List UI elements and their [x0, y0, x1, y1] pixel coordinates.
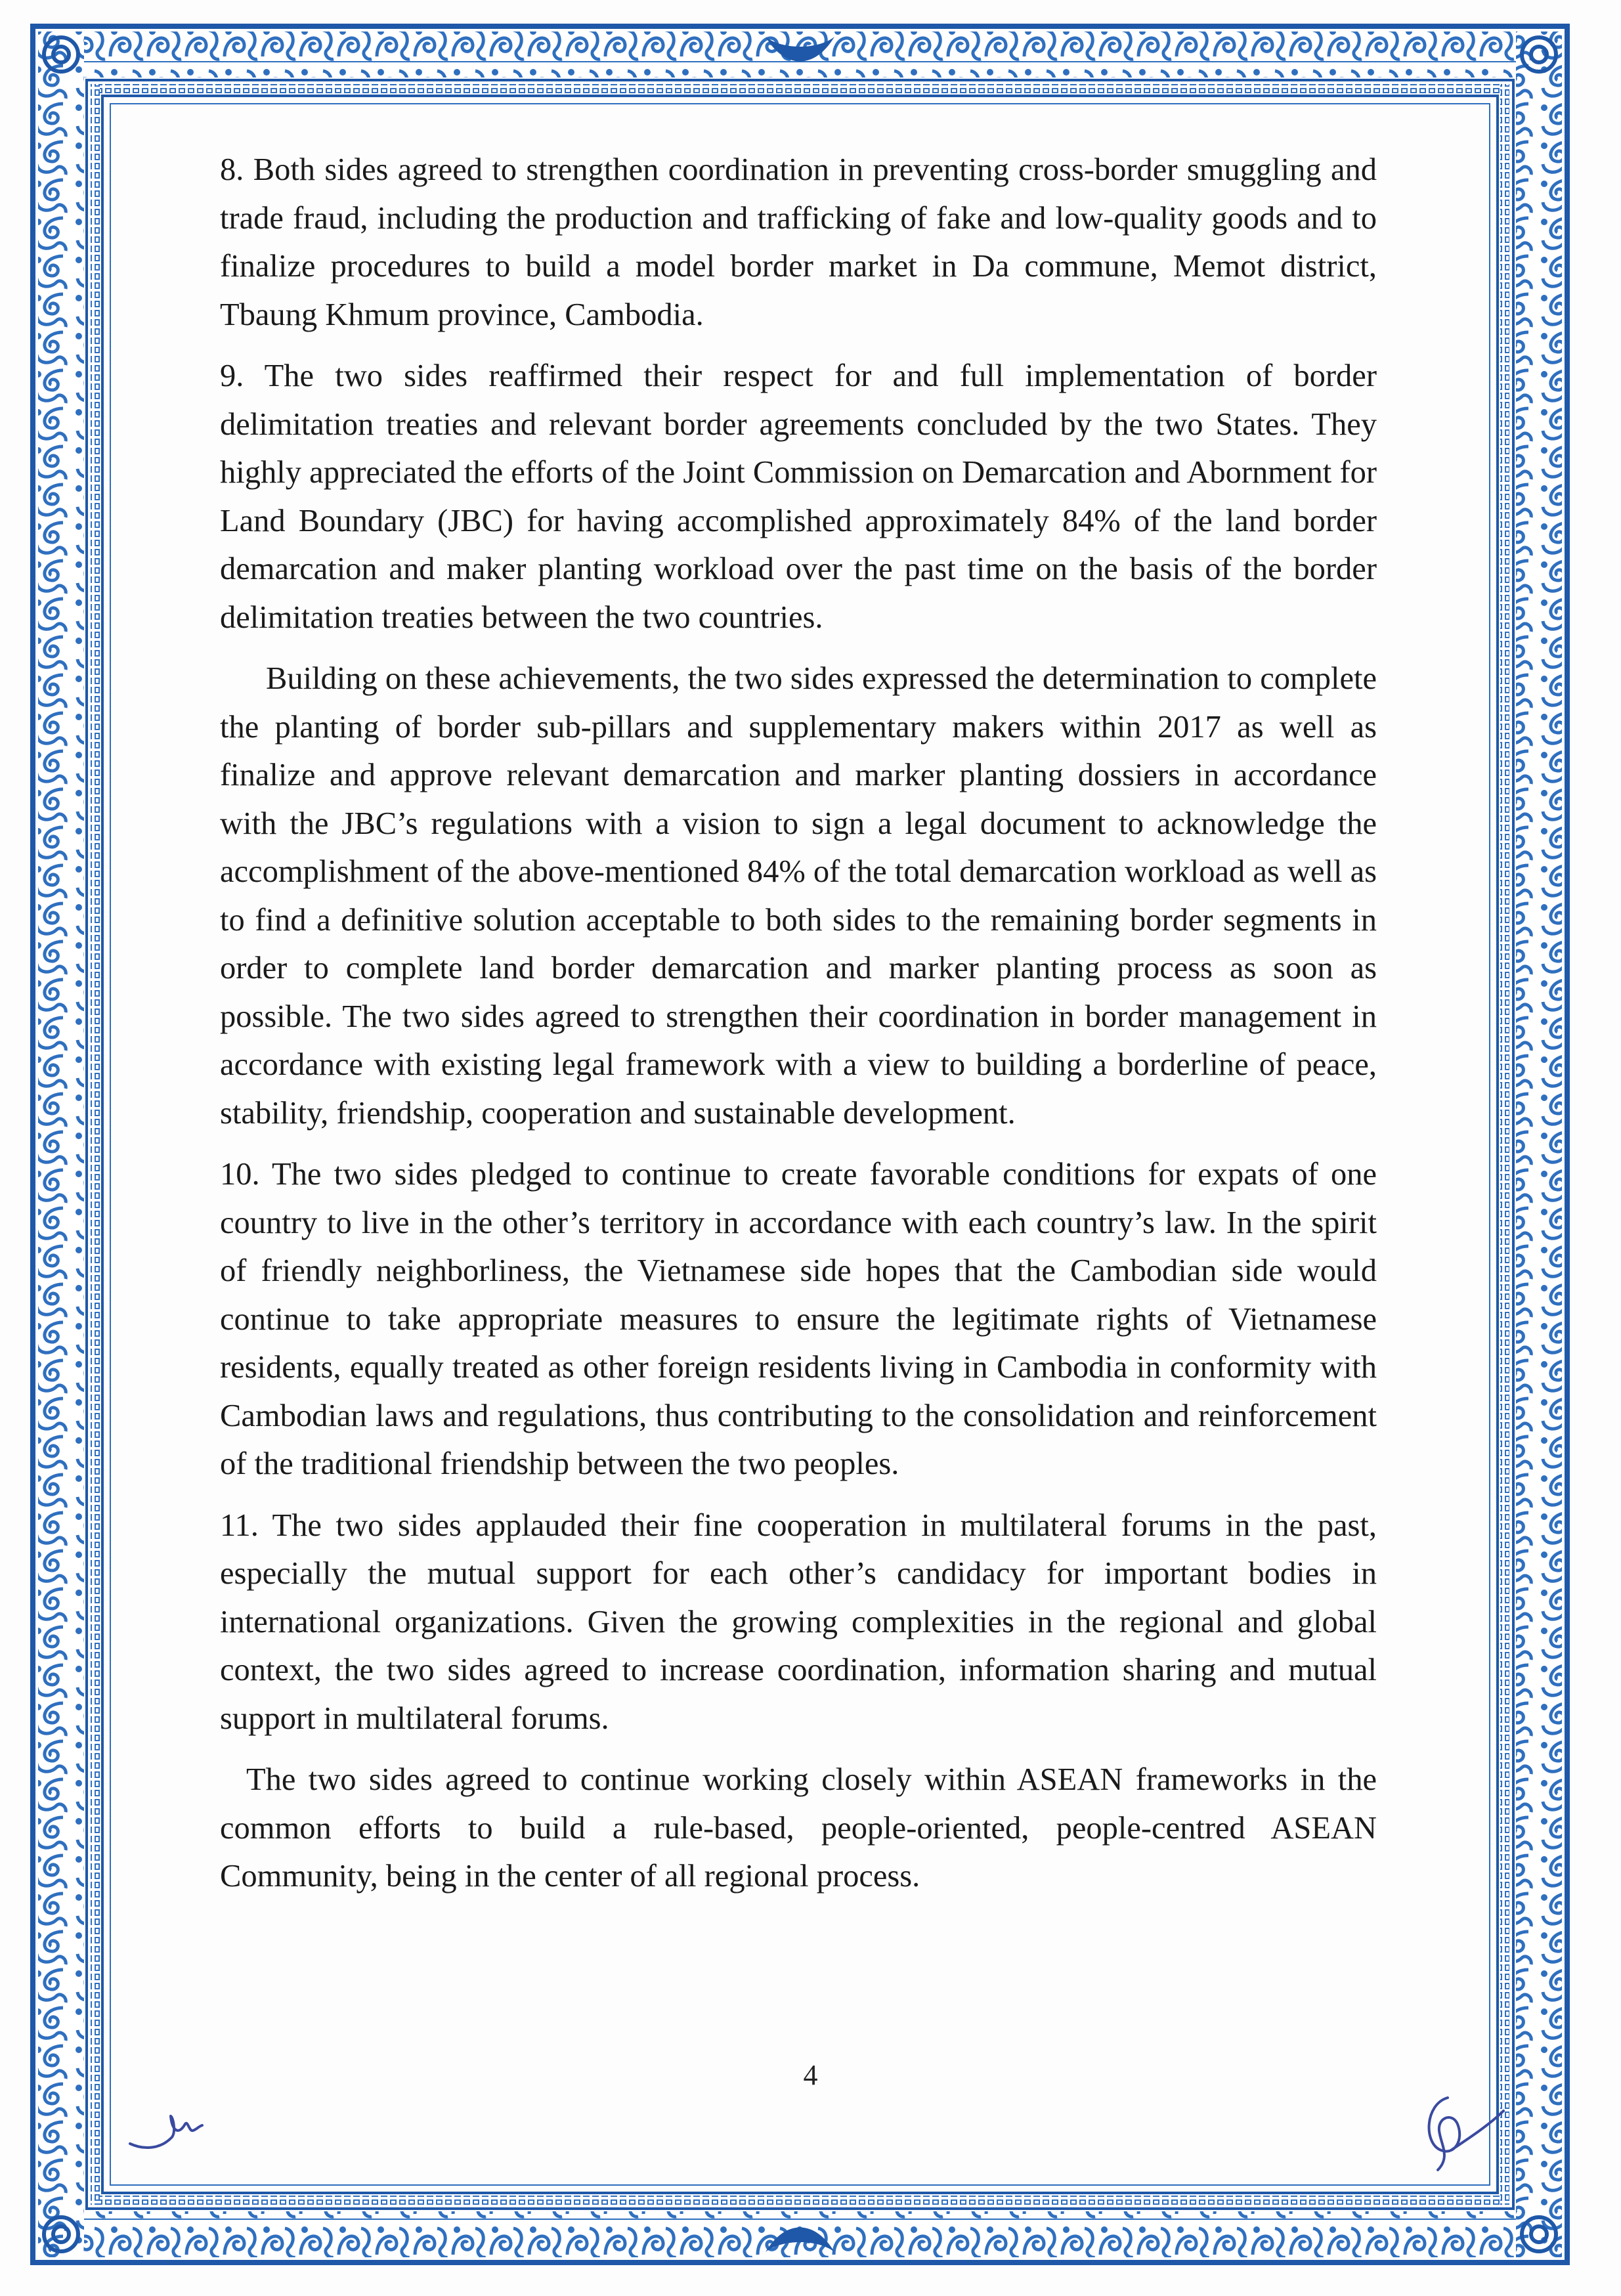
paragraph-8: 8. Both sides agreed to strengthen coordination in preventing cross-border smuggling and trade fraud, including the production and trafficking of fake and low-quality goods and to finalize procedures to build a model border market in Da commune, Memot district, Tbaung Khmum province, Cambodia.: [220, 152, 1377, 332]
paragraph-10: 10. The two sides pledged to continue to create favorable conditions for expats of one country to live in the other’s territory in accordance with each country’s law. In the spirit of friendly neighborliness, the Vietnamese side hopes that the Cambodian side would continue to take appropriate measures to ensure the legitimate rights of Vietnamese residents, equally treated as other foreign residents living in Cambodia in conformity with Cambodian laws and regulations, thus contributing to the consolidation and reinforcement of the traditional friendship between the two peoples.: [220, 1157, 1377, 1481]
paragraph-9: 9. The two sides reaffirmed their respect for and full implementation of border delimitation treaties and relevant border agreements concluded by the two States. They highly appreciated the efforts of the Joint Commission on Demarcation and Abornment for Land Boundary (JBC) for having accomplished approximately 84% of the land border demarcation and maker planting workload over the past time on the basis of the border delimitation treaties between the two countries.: [220, 358, 1377, 635]
document-body: [220, 146, 1377, 1914]
initials-signature-icon: [125, 2098, 230, 2157]
paragraph-11-continued: The two sides agreed to continue working closely within ASEAN frameworks in the common efforts to build a rule-based, people-oriented, people-centred ASEAN Community, being in the center of all regional process.: [220, 1762, 1377, 1894]
initials-signature-icon: [1412, 2078, 1510, 2177]
paragraph-11: 11. The two sides applauded their fine cooperation in multilateral forums in the past, especially the mutual support for each other’s candidacy for important bodies in international organizations. Given the growing complexities in the regional and global context, the two sides agreed to increase coordination, information sharing and mutual support in multilateral forums.: [220, 1507, 1377, 1736]
page-number: 4: [803, 2059, 818, 2091]
paragraph-9-continued: Building on these achievements, the two sides expressed the determination to complete the planting of border sub-pillars and supplementary makers within 2017 as well as finalize and approve relevant demarcation and marker planting dossiers in accordance with the JBC’s regulations with a vision to sign a legal document to acknowledge the accomplishment of the above-mentioned 84% of the total demarcation workload as well as to find a definitive solution acceptable to both sides to the remaining border segments in order to complete land border demarcation and marker planting process as soon as possible. The two sides agreed to strengthen their coordination in border management in accordance with existing legal framework with a view to building a borderline of peace, stability, friendship, cooperation and sustainable development.: [220, 661, 1377, 1131]
